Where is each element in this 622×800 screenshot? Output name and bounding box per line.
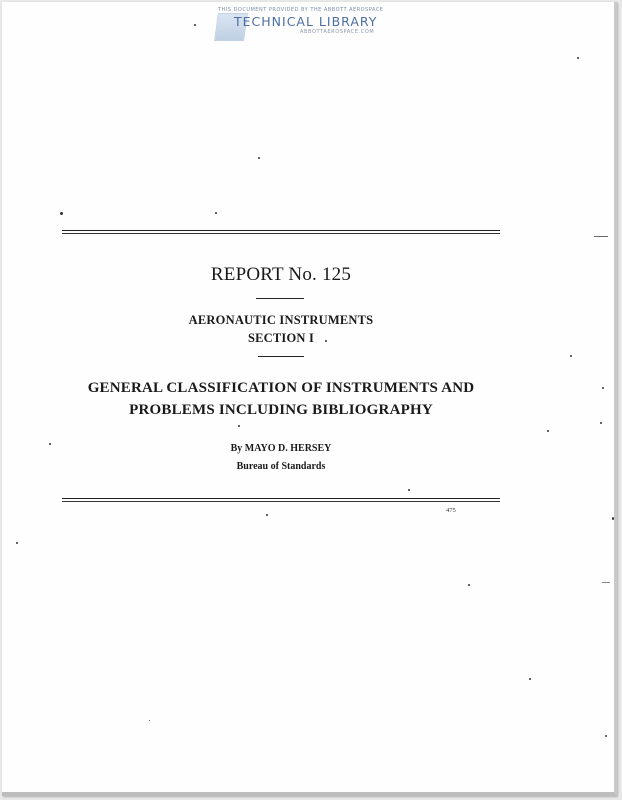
scan-speck	[408, 489, 410, 491]
abbott-technical-library-logo	[214, 5, 388, 41]
scan-speck	[547, 430, 549, 432]
author-line: By MAYO D. HERSEY	[230, 443, 332, 454]
scan-speck	[215, 212, 217, 214]
scan-speck	[194, 24, 196, 26]
bottom-double-rule	[62, 498, 500, 502]
section-divider	[258, 356, 304, 357]
watermark-url: ABBOTTAEROSPACE.COM	[300, 29, 375, 35]
section-heading: SECTION I	[247, 331, 315, 345]
scan-speck	[529, 678, 531, 680]
main-title-line-1: GENERAL CLASSIFICATION OF INSTRUMENTS AND	[87, 380, 475, 396]
scan-speck	[468, 584, 470, 586]
scan-speck	[258, 157, 260, 159]
series-heading: AERONAUTIC INSTRUMENTS	[188, 313, 374, 327]
scan-speck	[577, 57, 579, 59]
scan-speck	[570, 355, 572, 357]
scan-speck	[238, 425, 240, 427]
scan-speck	[16, 542, 18, 544]
scan-speck	[149, 720, 150, 721]
scan-speck	[594, 236, 608, 237]
document-main-title	[62, 377, 500, 421]
top-double-rule	[62, 230, 500, 234]
scan-speck	[602, 582, 610, 583]
watermark-top-line: THIS DOCUMENT PROVIDED BY THE ABBOTT AEROSPACE	[218, 7, 384, 13]
scan-speck	[605, 735, 607, 737]
scan-speck	[600, 422, 602, 424]
scan-speck	[325, 340, 327, 342]
scan-speck	[266, 514, 268, 516]
watermark-main-text: TECHNICAL LIBRARY	[234, 14, 378, 29]
document-page	[2, 2, 617, 796]
scan-speck	[602, 387, 604, 389]
scan-speck	[60, 212, 63, 215]
title-divider	[256, 298, 304, 299]
scan-speck	[612, 517, 614, 520]
page-number: 475	[446, 507, 456, 514]
main-title-line-2: PROBLEMS INCLUDING BIBLIOGRAPHY	[129, 402, 433, 418]
affiliation-line: Bureau of Standards	[236, 461, 326, 472]
report-number-title: REPORT No. 125	[210, 264, 352, 285]
scan-speck	[49, 443, 51, 445]
